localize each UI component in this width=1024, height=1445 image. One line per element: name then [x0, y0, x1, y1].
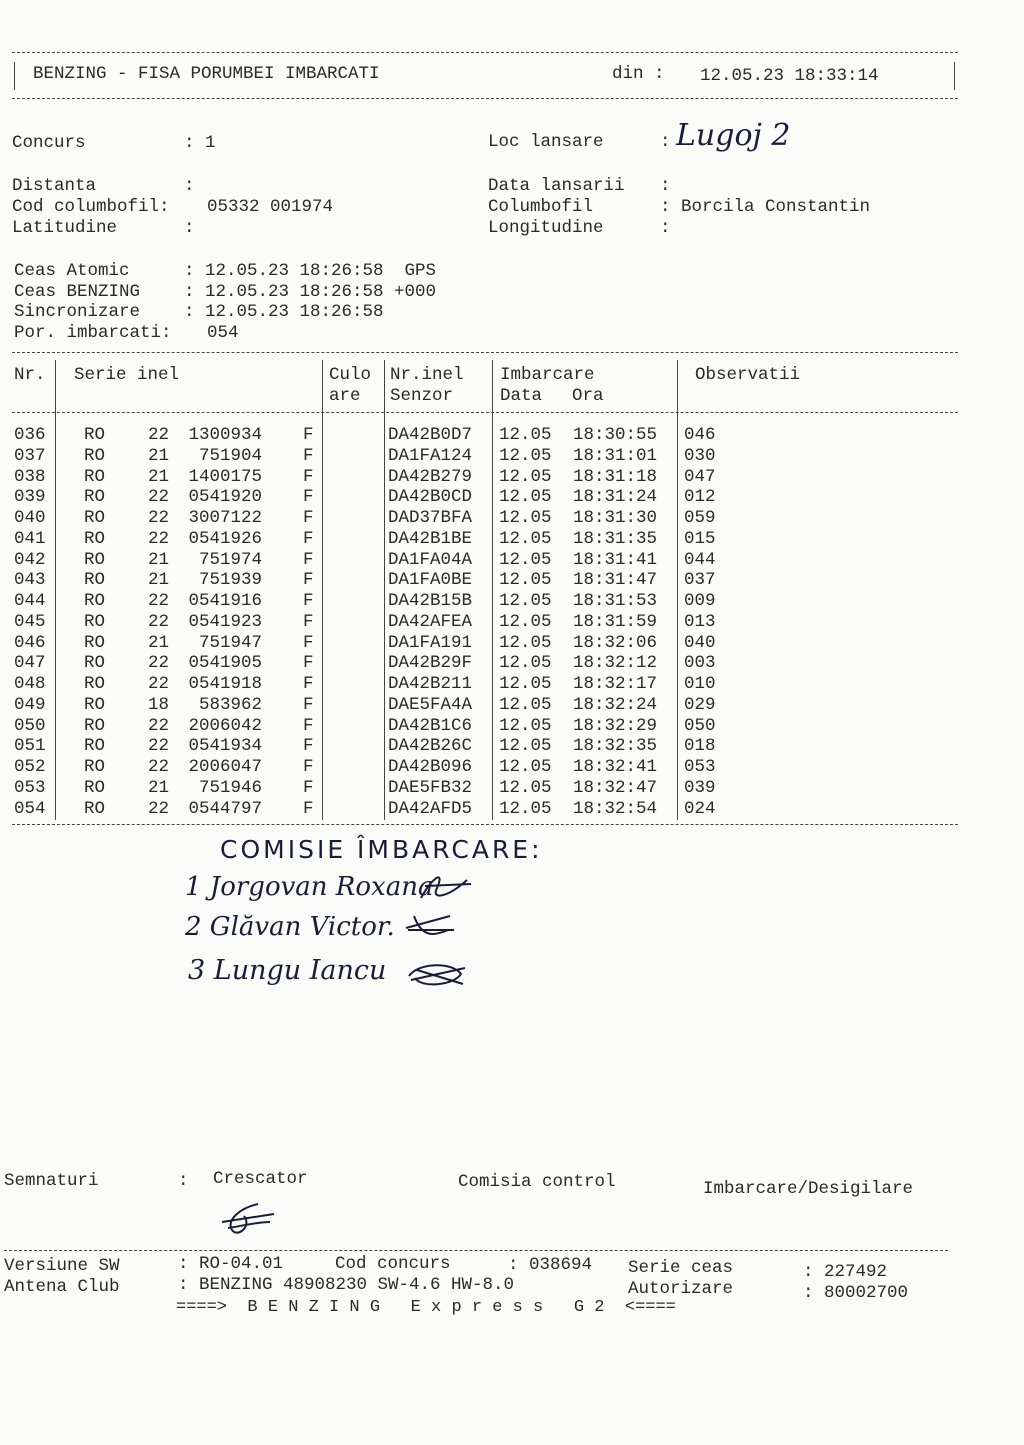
cell-an: 21 [148, 466, 170, 487]
cod-concurs-value: : 038694 [508, 1255, 593, 1275]
cell-data: 12.05 [499, 736, 552, 757]
header-left-border [14, 62, 15, 90]
cell-ora: 18:31:59 [573, 611, 658, 632]
column-header-serie-inel: Serie inel [74, 365, 180, 385]
cell-inel: 3007122 [188, 508, 262, 528]
cell-nr: 039 [14, 487, 46, 508]
cod-columbofil-label: Cod columbofil: [12, 197, 170, 217]
cell-an: 22 [148, 674, 170, 694]
cell-tara: RO [84, 694, 106, 715]
table-row [0, 425, 960, 446]
cell-sex: F [303, 487, 314, 508]
columbofil-value: : Borcila Constantin [660, 197, 871, 217]
imbarcare-desigilare-label: Imbarcare/Desigilare [703, 1179, 914, 1199]
autorizare-label: Autorizare [628, 1279, 734, 1299]
table-header-separator [12, 412, 958, 413]
cell-nr: 044 [14, 591, 46, 611]
handwritten-member-2: 2 Glăvan Victor. [185, 912, 395, 942]
antena-club-value: : BENZING 48908230 SW-4.6 HW-8.0 [178, 1275, 515, 1295]
cell-an: 22 [148, 591, 170, 611]
cell-ora: 18:31:24 [573, 487, 658, 508]
header-date-value: 12.05.23 18:33:14 [700, 66, 879, 86]
cell-tara: RO [84, 611, 106, 632]
header-top-border [12, 52, 958, 53]
cell-tara: RO [84, 777, 106, 798]
cell-inel: 1300934 [188, 425, 262, 445]
cell-an: 21 [148, 445, 170, 466]
cell-inel: 751947 [198, 632, 262, 653]
cell-inel: 0541905 [188, 653, 262, 674]
cell-senzor: DA42AFD5 [388, 798, 473, 819]
cell-senzor: DA42B211 [388, 674, 473, 694]
semnaturi-label: Semnaturi [4, 1171, 99, 1191]
autorizare-value: : 80002700 [803, 1283, 909, 1303]
cell-sex: F [303, 777, 314, 798]
cell-inel: 0541926 [188, 528, 262, 549]
cell-nr: 054 [14, 798, 46, 819]
handwritten-commission-title: COMISIE ÎMBARCARE: [220, 835, 543, 864]
cell-observatii: 040 [684, 632, 716, 653]
cell-inel: 0541918 [188, 674, 262, 694]
table-row [0, 757, 960, 778]
cell-observatii: 012 [684, 487, 716, 508]
cell-data: 12.05 [499, 445, 552, 466]
cell-inel: 751974 [198, 549, 262, 570]
cell-ora: 18:31:35 [573, 528, 658, 549]
cell-sex: F [303, 632, 314, 653]
cell-observatii: 030 [684, 445, 716, 466]
cell-senzor: DA42B096 [388, 757, 473, 777]
cell-ora: 18:30:55 [573, 425, 658, 445]
cell-data: 12.05 [499, 653, 552, 674]
cell-nr: 041 [14, 528, 46, 549]
cell-data: 12.05 [499, 777, 552, 798]
cell-tara: RO [84, 798, 106, 819]
cell-data: 12.05 [499, 425, 552, 445]
longitudine-label: Longitudine [488, 218, 604, 238]
cell-data: 12.05 [499, 549, 552, 570]
cell-inel: 751946 [198, 777, 262, 798]
semnaturi-sep: : [178, 1171, 189, 1191]
cell-observatii: 053 [684, 757, 716, 777]
cell-observatii: 059 [684, 508, 716, 528]
handwritten-member-1: 1 Jorgovan Roxana [185, 872, 434, 902]
cell-an: 22 [148, 508, 170, 528]
cell-an: 18 [148, 694, 170, 715]
cell-ora: 18:31:01 [573, 445, 658, 466]
cell-tara: RO [84, 528, 106, 549]
cell-sex: F [303, 425, 314, 445]
cell-observatii: 047 [684, 466, 716, 487]
cell-ora: 18:32:47 [573, 777, 658, 798]
cell-ora: 18:31:18 [573, 466, 658, 487]
column-header-ora: Ora [572, 386, 604, 406]
footer-separator [4, 1250, 948, 1251]
cell-senzor: DA42B0CD [388, 487, 473, 508]
cell-senzor: DA42B26C [388, 736, 473, 757]
table-top-border [12, 352, 958, 353]
ceas-benzing-label: Ceas BENZING [14, 282, 141, 302]
cell-an: 22 [148, 528, 170, 549]
cell-senzor: DA1FA124 [388, 445, 473, 466]
cell-an: 22 [148, 487, 170, 508]
longitudine-value: : [660, 218, 671, 238]
cell-observatii: 010 [684, 674, 716, 694]
cell-an: 22 [148, 611, 170, 632]
table-row [0, 529, 960, 550]
signature-scribble-1 [415, 868, 475, 908]
table-row [0, 695, 960, 716]
cell-inel: 751904 [198, 445, 262, 466]
antena-club-label: Antena Club [4, 1277, 120, 1297]
cell-sex: F [303, 653, 314, 674]
cell-ora: 18:31:30 [573, 508, 658, 528]
cell-senzor: DA1FA191 [388, 632, 473, 653]
distanta-label: Distanta [12, 176, 97, 196]
sincronizare-value: : 12.05.23 18:26:58 [184, 302, 384, 322]
table-row [0, 487, 960, 508]
cell-nr: 037 [14, 445, 46, 466]
cell-an: 22 [148, 798, 170, 819]
cell-observatii: 029 [684, 694, 716, 715]
cell-nr: 050 [14, 715, 46, 736]
cell-nr: 048 [14, 674, 46, 694]
table-row [0, 736, 960, 757]
cell-observatii: 044 [684, 549, 716, 570]
table-row [0, 799, 960, 820]
cell-senzor: DA42B1C6 [388, 715, 473, 736]
latitudine-value: : [184, 218, 195, 238]
cell-ora: 18:32:54 [573, 798, 658, 819]
serie-ceas-value: : 227492 [803, 1262, 888, 1282]
cell-ora: 18:31:47 [573, 570, 658, 591]
cell-tara: RO [84, 632, 106, 653]
benzing-express-brand-line: ====> B E N Z I N G E x p r e s s G 2 <==== [176, 1298, 676, 1317]
versiune-sw-label: Versiune SW [4, 1256, 120, 1276]
column-header-nr-inel: Nr.inel [390, 365, 464, 385]
cell-ora: 18:32:29 [573, 715, 658, 736]
cell-tara: RO [84, 549, 106, 570]
ceas-atomic-value: : 12.05.23 18:26:58 GPS [184, 261, 437, 281]
cell-nr: 053 [14, 777, 46, 798]
cell-inel: 2006047 [188, 757, 262, 777]
cell-nr: 049 [14, 694, 46, 715]
cell-data: 12.05 [499, 757, 552, 777]
cod-concurs-label: Cod concurs [335, 1254, 451, 1274]
loc-lansare-sep: : [660, 132, 671, 152]
serie-ceas-label: Serie ceas [628, 1258, 734, 1278]
cell-an: 22 [148, 653, 170, 674]
cell-tara: RO [84, 445, 106, 466]
cell-observatii: 013 [684, 611, 716, 632]
column-header-culoare: Culo [329, 365, 372, 385]
table-row [0, 550, 960, 571]
cell-tara: RO [84, 674, 106, 694]
cell-data: 12.05 [499, 715, 552, 736]
cell-senzor: DAE5FA4A [388, 694, 473, 715]
table-row [0, 508, 960, 529]
crescator-signature [218, 1196, 278, 1248]
cell-observatii: 015 [684, 528, 716, 549]
cell-inel: 0541916 [188, 591, 262, 611]
cell-sex: F [303, 528, 314, 549]
cell-data: 12.05 [499, 694, 552, 715]
cell-nr: 042 [14, 549, 46, 570]
cell-observatii: 018 [684, 736, 716, 757]
column-header-imbarcare: Imbarcare [500, 365, 595, 385]
cod-columbofil-value: 05332 001974 [207, 197, 334, 217]
cell-inel: 751939 [198, 570, 262, 591]
cell-observatii: 050 [684, 715, 716, 736]
cell-senzor: DA42B0D7 [388, 425, 473, 445]
cell-nr: 047 [14, 653, 46, 674]
crescator-label: Crescator [213, 1169, 308, 1189]
table-row [0, 591, 960, 612]
cell-sex: F [303, 611, 314, 632]
cell-inel: 583962 [198, 694, 262, 715]
cell-sex: F [303, 591, 314, 611]
cell-an: 22 [148, 736, 170, 757]
cell-tara: RO [84, 653, 106, 674]
concurs-label: Concurs [12, 133, 86, 153]
cell-senzor: DAD37BFA [388, 508, 473, 528]
cell-sex: F [303, 798, 314, 819]
cell-data: 12.05 [499, 611, 552, 632]
cell-sex: F [303, 694, 314, 715]
cell-inel: 0541934 [188, 736, 262, 757]
cell-an: 22 [148, 757, 170, 777]
table-row [0, 674, 960, 695]
table-row [0, 612, 960, 633]
cell-sex: F [303, 570, 314, 591]
cell-senzor: DA42B15B [388, 591, 473, 611]
cell-tara: RO [84, 736, 106, 757]
cell-inel: 1400175 [188, 466, 262, 487]
table-row [0, 653, 960, 674]
cell-tara: RO [84, 715, 106, 736]
cell-ora: 18:32:12 [573, 653, 658, 674]
cell-tara: RO [84, 508, 106, 528]
cell-sex: F [303, 466, 314, 487]
cell-tara: RO [84, 570, 106, 591]
cell-an: 21 [148, 632, 170, 653]
ceas-benzing-value: : 12.05.23 18:26:58 +000 [184, 282, 437, 302]
loc-lansare-handwritten: Lugoj 2 [676, 118, 791, 153]
handwritten-member-3: 3 Lungu Iancu [188, 955, 387, 986]
columbofil-label: Columbofil [488, 197, 594, 217]
cell-sex: F [303, 715, 314, 736]
document-title: BENZING - FISA PORUMBEI IMBARCATI [33, 64, 380, 84]
cell-tara: RO [84, 757, 106, 777]
cell-tara: RO [84, 425, 106, 445]
cell-nr: 036 [14, 425, 46, 445]
versiune-sw-value: : RO-04.01 [178, 1254, 284, 1274]
cell-data: 12.05 [499, 570, 552, 591]
header-bottom-border [12, 98, 958, 99]
por-imbarcati-value: 054 [207, 323, 239, 343]
cell-senzor: DA42B1BE [388, 528, 473, 549]
cell-observatii: 039 [684, 777, 716, 798]
signature-scribble-2 [400, 908, 460, 943]
latitudine-label: Latitudine [12, 218, 118, 238]
cell-sex: F [303, 445, 314, 466]
sincronizare-label: Sincronizare [14, 302, 141, 322]
column-header-senzor: Senzor [390, 386, 454, 406]
cell-observatii: 003 [684, 653, 716, 674]
data-lansarii-label: Data lansarii [488, 176, 625, 196]
distanta-value: : [184, 176, 195, 196]
por-imbarcati-label: Por. imbarcati: [14, 323, 172, 343]
cell-data: 12.05 [499, 798, 552, 819]
column-header-nr: Nr. [14, 365, 46, 385]
table-row [0, 778, 960, 799]
signature-scribble-3 [405, 958, 470, 993]
cell-data: 12.05 [499, 591, 552, 611]
cell-an: 22 [148, 425, 170, 445]
cell-observatii: 037 [684, 570, 716, 591]
cell-inel: 2006042 [188, 715, 262, 736]
cell-data: 12.05 [499, 487, 552, 508]
cell-nr: 038 [14, 466, 46, 487]
cell-an: 22 [148, 715, 170, 736]
header-date-label: din : [612, 64, 665, 84]
cell-ora: 18:32:06 [573, 632, 658, 653]
header-right-border [954, 62, 955, 90]
cell-data: 12.05 [499, 674, 552, 694]
cell-nr: 051 [14, 736, 46, 757]
column-header-data: Data [500, 386, 543, 406]
table-row [0, 716, 960, 737]
cell-data: 12.05 [499, 528, 552, 549]
cell-tara: RO [84, 591, 106, 611]
cell-senzor: DA1FA0BE [388, 570, 473, 591]
cell-sex: F [303, 508, 314, 528]
cell-nr: 040 [14, 508, 46, 528]
cell-nr: 045 [14, 611, 46, 632]
cell-ora: 18:31:41 [573, 549, 658, 570]
cell-ora: 18:32:24 [573, 694, 658, 715]
cell-senzor: DA42AFEA [388, 611, 473, 632]
loc-lansare-label: Loc lansare [488, 132, 604, 152]
column-header-culoare-cont: are [329, 386, 361, 406]
cell-an: 21 [148, 549, 170, 570]
cell-nr: 046 [14, 632, 46, 653]
cell-data: 12.05 [499, 508, 552, 528]
ceas-atomic-label: Ceas Atomic [14, 261, 130, 281]
cell-data: 12.05 [499, 632, 552, 653]
table-row [0, 467, 960, 488]
comisia-control-label: Comisia control [458, 1172, 616, 1192]
cell-sex: F [303, 549, 314, 570]
cell-sex: F [303, 674, 314, 694]
data-lansarii-value: : [660, 176, 671, 196]
cell-inel: 0541923 [188, 611, 262, 632]
cell-an: 21 [148, 777, 170, 798]
cell-ora: 18:32:17 [573, 674, 658, 694]
cell-senzor: DA42B29F [388, 653, 473, 674]
cell-an: 21 [148, 570, 170, 591]
cell-ora: 18:31:53 [573, 591, 658, 611]
cell-observatii: 024 [684, 798, 716, 819]
cell-observatii: 009 [684, 591, 716, 611]
cell-tara: RO [84, 466, 106, 487]
table-row [0, 633, 960, 654]
cell-nr: 052 [14, 757, 46, 777]
cell-observatii: 046 [684, 425, 716, 445]
table-body [0, 425, 960, 825]
cell-data: 12.05 [499, 466, 552, 487]
cell-sex: F [303, 757, 314, 777]
cell-nr: 043 [14, 570, 46, 591]
cell-sex: F [303, 736, 314, 757]
cell-inel: 0544797 [188, 798, 262, 819]
cell-inel: 0541920 [188, 487, 262, 508]
cell-ora: 18:32:41 [573, 757, 658, 777]
concurs-value: : 1 [184, 133, 216, 153]
column-header-observatii: Observatii [695, 365, 801, 385]
table-row [0, 570, 960, 591]
cell-senzor: DA1FA04A [388, 549, 473, 570]
table-row [0, 446, 960, 467]
cell-senzor: DA42B279 [388, 466, 473, 487]
cell-senzor: DAE5FB32 [388, 777, 473, 798]
cell-ora: 18:32:35 [573, 736, 658, 757]
cell-tara: RO [84, 487, 106, 508]
